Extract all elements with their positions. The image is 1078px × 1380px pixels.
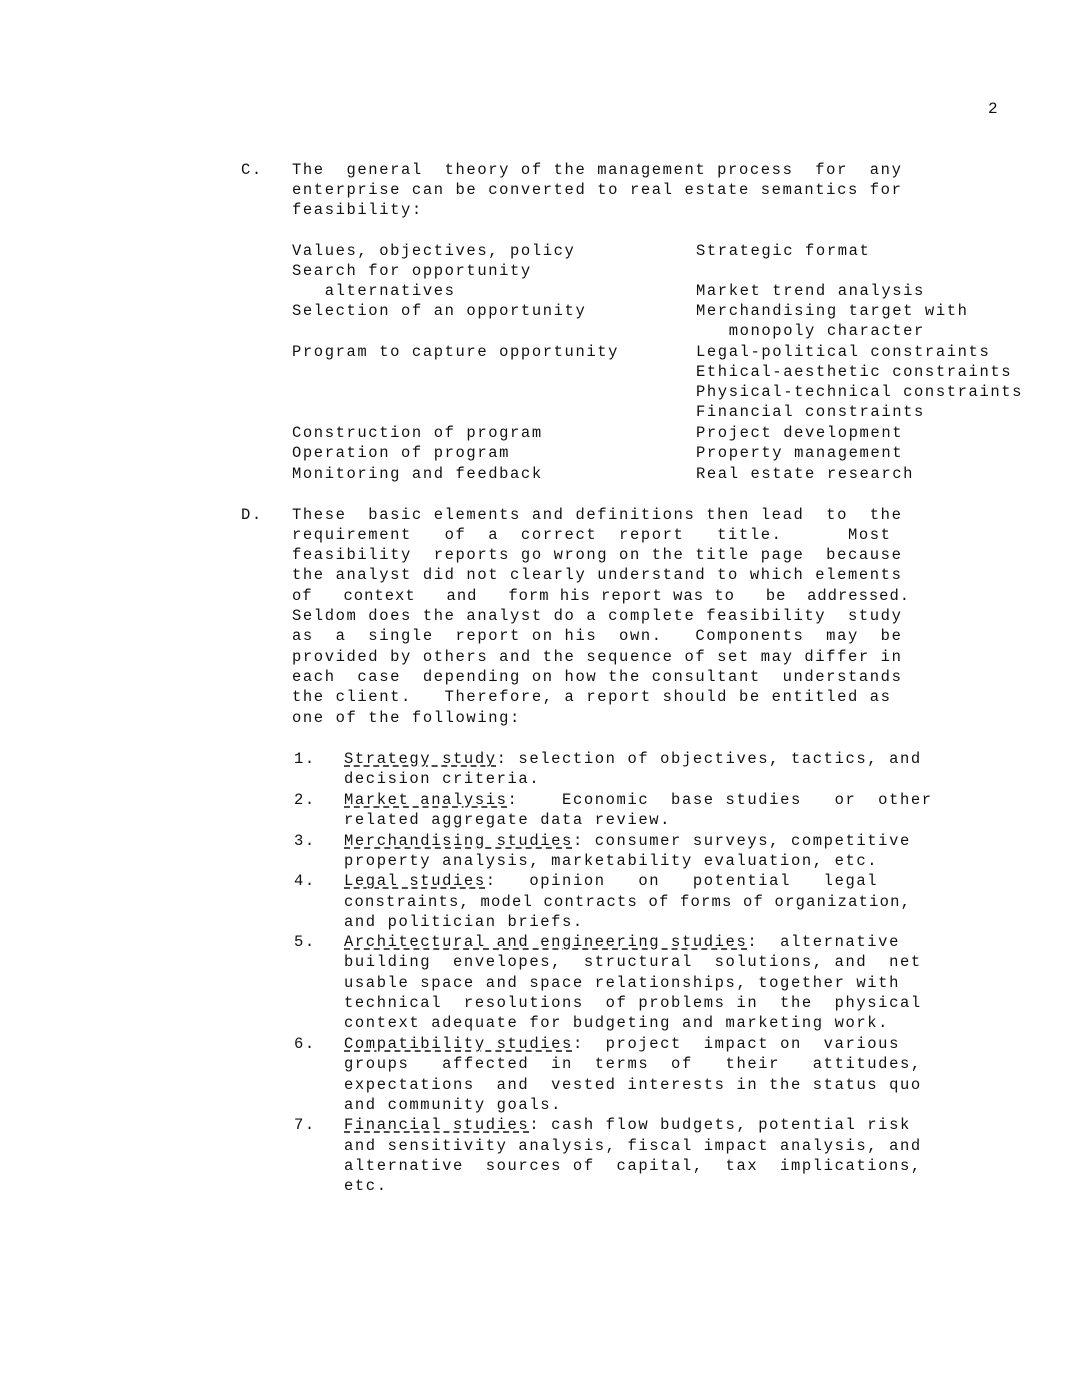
item-heading — [344, 872, 878, 890]
item-title: Market analysis — [344, 791, 508, 809]
table-right-cell: Financial constraints — [696, 403, 925, 421]
table-right-cell: Physical-technical constraints — [696, 383, 1024, 401]
item-line: constraints, model contracts of forms of organization, — [344, 893, 912, 911]
table-right-cell: Merchandising target with — [696, 302, 969, 320]
item-title: Legal studies — [344, 872, 486, 890]
section-d-line: one of the following: — [292, 709, 521, 727]
item-line: usable space and space relationships, together with — [344, 974, 900, 992]
item-number: 3. — [294, 832, 316, 850]
item-title: Compatibility studies — [344, 1035, 573, 1053]
item-text: : selection of objectives, tactics, and — [496, 750, 922, 768]
table-left-cell: Selection of an opportunity — [292, 302, 587, 320]
section-d-line: each case depending on how the consultant understands — [292, 668, 903, 686]
section-d-line: of context and form his report was to be addressed. — [292, 587, 911, 605]
item-line: expectations and vested interests in the status quo — [344, 1076, 922, 1094]
item-heading — [344, 1116, 911, 1134]
section-d-line: provided by others and the sequence of set may differ in — [292, 648, 903, 666]
item-line: technical resolutions of problems in the physical — [344, 994, 922, 1012]
item-text: : cash flow budgets, potential risk — [529, 1116, 911, 1134]
item-text: : Economic base studies or other — [507, 791, 933, 809]
section-d-line: feasibility reports go wrong on the title page because — [292, 546, 903, 564]
item-text: : alternative — [747, 933, 900, 951]
section-d-line: requirement of a correct report title. Most — [292, 526, 892, 544]
item-line: groups affected in terms of their attitudes, — [344, 1055, 922, 1073]
table-right-cell: Real estate research — [696, 465, 915, 483]
section-d-line: Seldom does the analyst do a complete feasibility study — [292, 607, 903, 625]
table-right-cell: Legal-political constraints — [696, 343, 991, 361]
page-number: 2 — [988, 100, 998, 118]
item-line: property analysis, marketability evaluation, etc. — [344, 852, 879, 870]
table-right-cell: Project development — [696, 424, 904, 442]
section-d-line: the analyst did not clearly understand to which elements — [292, 566, 903, 584]
section-c-marker: C. — [241, 161, 263, 179]
item-line: related aggregate data review. — [344, 811, 672, 829]
section-d-marker: D. — [241, 506, 263, 524]
item-line: alternative sources of capital, tax implications, — [344, 1157, 922, 1175]
table-left-cell: Construction of program — [292, 424, 543, 442]
section-c-line: The general theory of the management process for any — [292, 161, 903, 179]
table-right-cell: Strategic format — [696, 242, 871, 260]
item-number: 2. — [294, 791, 316, 809]
item-number: 7. — [294, 1116, 316, 1134]
item-title: Strategy study — [344, 750, 497, 768]
item-title: Architectural and engineering studies — [344, 933, 748, 951]
section-d-line: These basic elements and definitions then lead to the — [292, 506, 903, 524]
table-right-cell: Property management — [696, 444, 904, 462]
table-left-cell: Search for opportunity — [292, 262, 532, 280]
item-line: etc. — [344, 1177, 388, 1195]
table-right-cell: Ethical-aesthetic constraints — [696, 363, 1013, 381]
item-title: Merchandising studies — [344, 832, 573, 850]
table-left-cell: alternatives — [292, 282, 456, 300]
table-left-cell: Values, objectives, policy — [292, 242, 576, 260]
table-left-cell: Operation of program — [292, 444, 511, 462]
table-left-cell: Program to capture opportunity — [292, 343, 620, 361]
item-heading — [344, 832, 911, 850]
item-heading — [344, 750, 922, 768]
item-heading — [344, 791, 933, 809]
item-heading — [344, 1035, 900, 1053]
section-c-line: enterprise can be converted to real estate semantics for — [292, 181, 903, 199]
item-number: 5. — [294, 933, 316, 951]
table-right-cell: monopoly character — [696, 322, 925, 340]
item-line: and politician briefs. — [344, 913, 584, 931]
item-line: and community goals. — [344, 1096, 563, 1114]
item-number: 6. — [294, 1035, 316, 1053]
item-line: and sensitivity analysis, fiscal impact analysis, and — [344, 1137, 922, 1155]
table-right-cell: Market trend analysis — [696, 282, 925, 300]
item-line: building envelopes, structural solutions, and net — [344, 953, 922, 971]
item-number: 4. — [294, 872, 316, 890]
item-line: context adequate for budgeting and marketing work. — [344, 1014, 890, 1032]
table-left-cell: Monitoring and feedback — [292, 465, 543, 483]
item-text: : project impact on various — [572, 1035, 900, 1053]
section-d-line: as a single report on his own. Components may be — [292, 627, 903, 645]
item-text: : consumer surveys, competitive — [572, 832, 911, 850]
item-title: Financial studies — [344, 1116, 530, 1134]
section-c-line: feasibility: — [292, 201, 423, 219]
item-line: decision criteria. — [344, 770, 541, 788]
item-number: 1. — [294, 750, 316, 768]
section-d-line: the client. Therefore, a report should be entitled as — [292, 688, 892, 706]
item-text: : opinion on potential legal — [485, 872, 879, 890]
item-heading — [344, 933, 900, 951]
